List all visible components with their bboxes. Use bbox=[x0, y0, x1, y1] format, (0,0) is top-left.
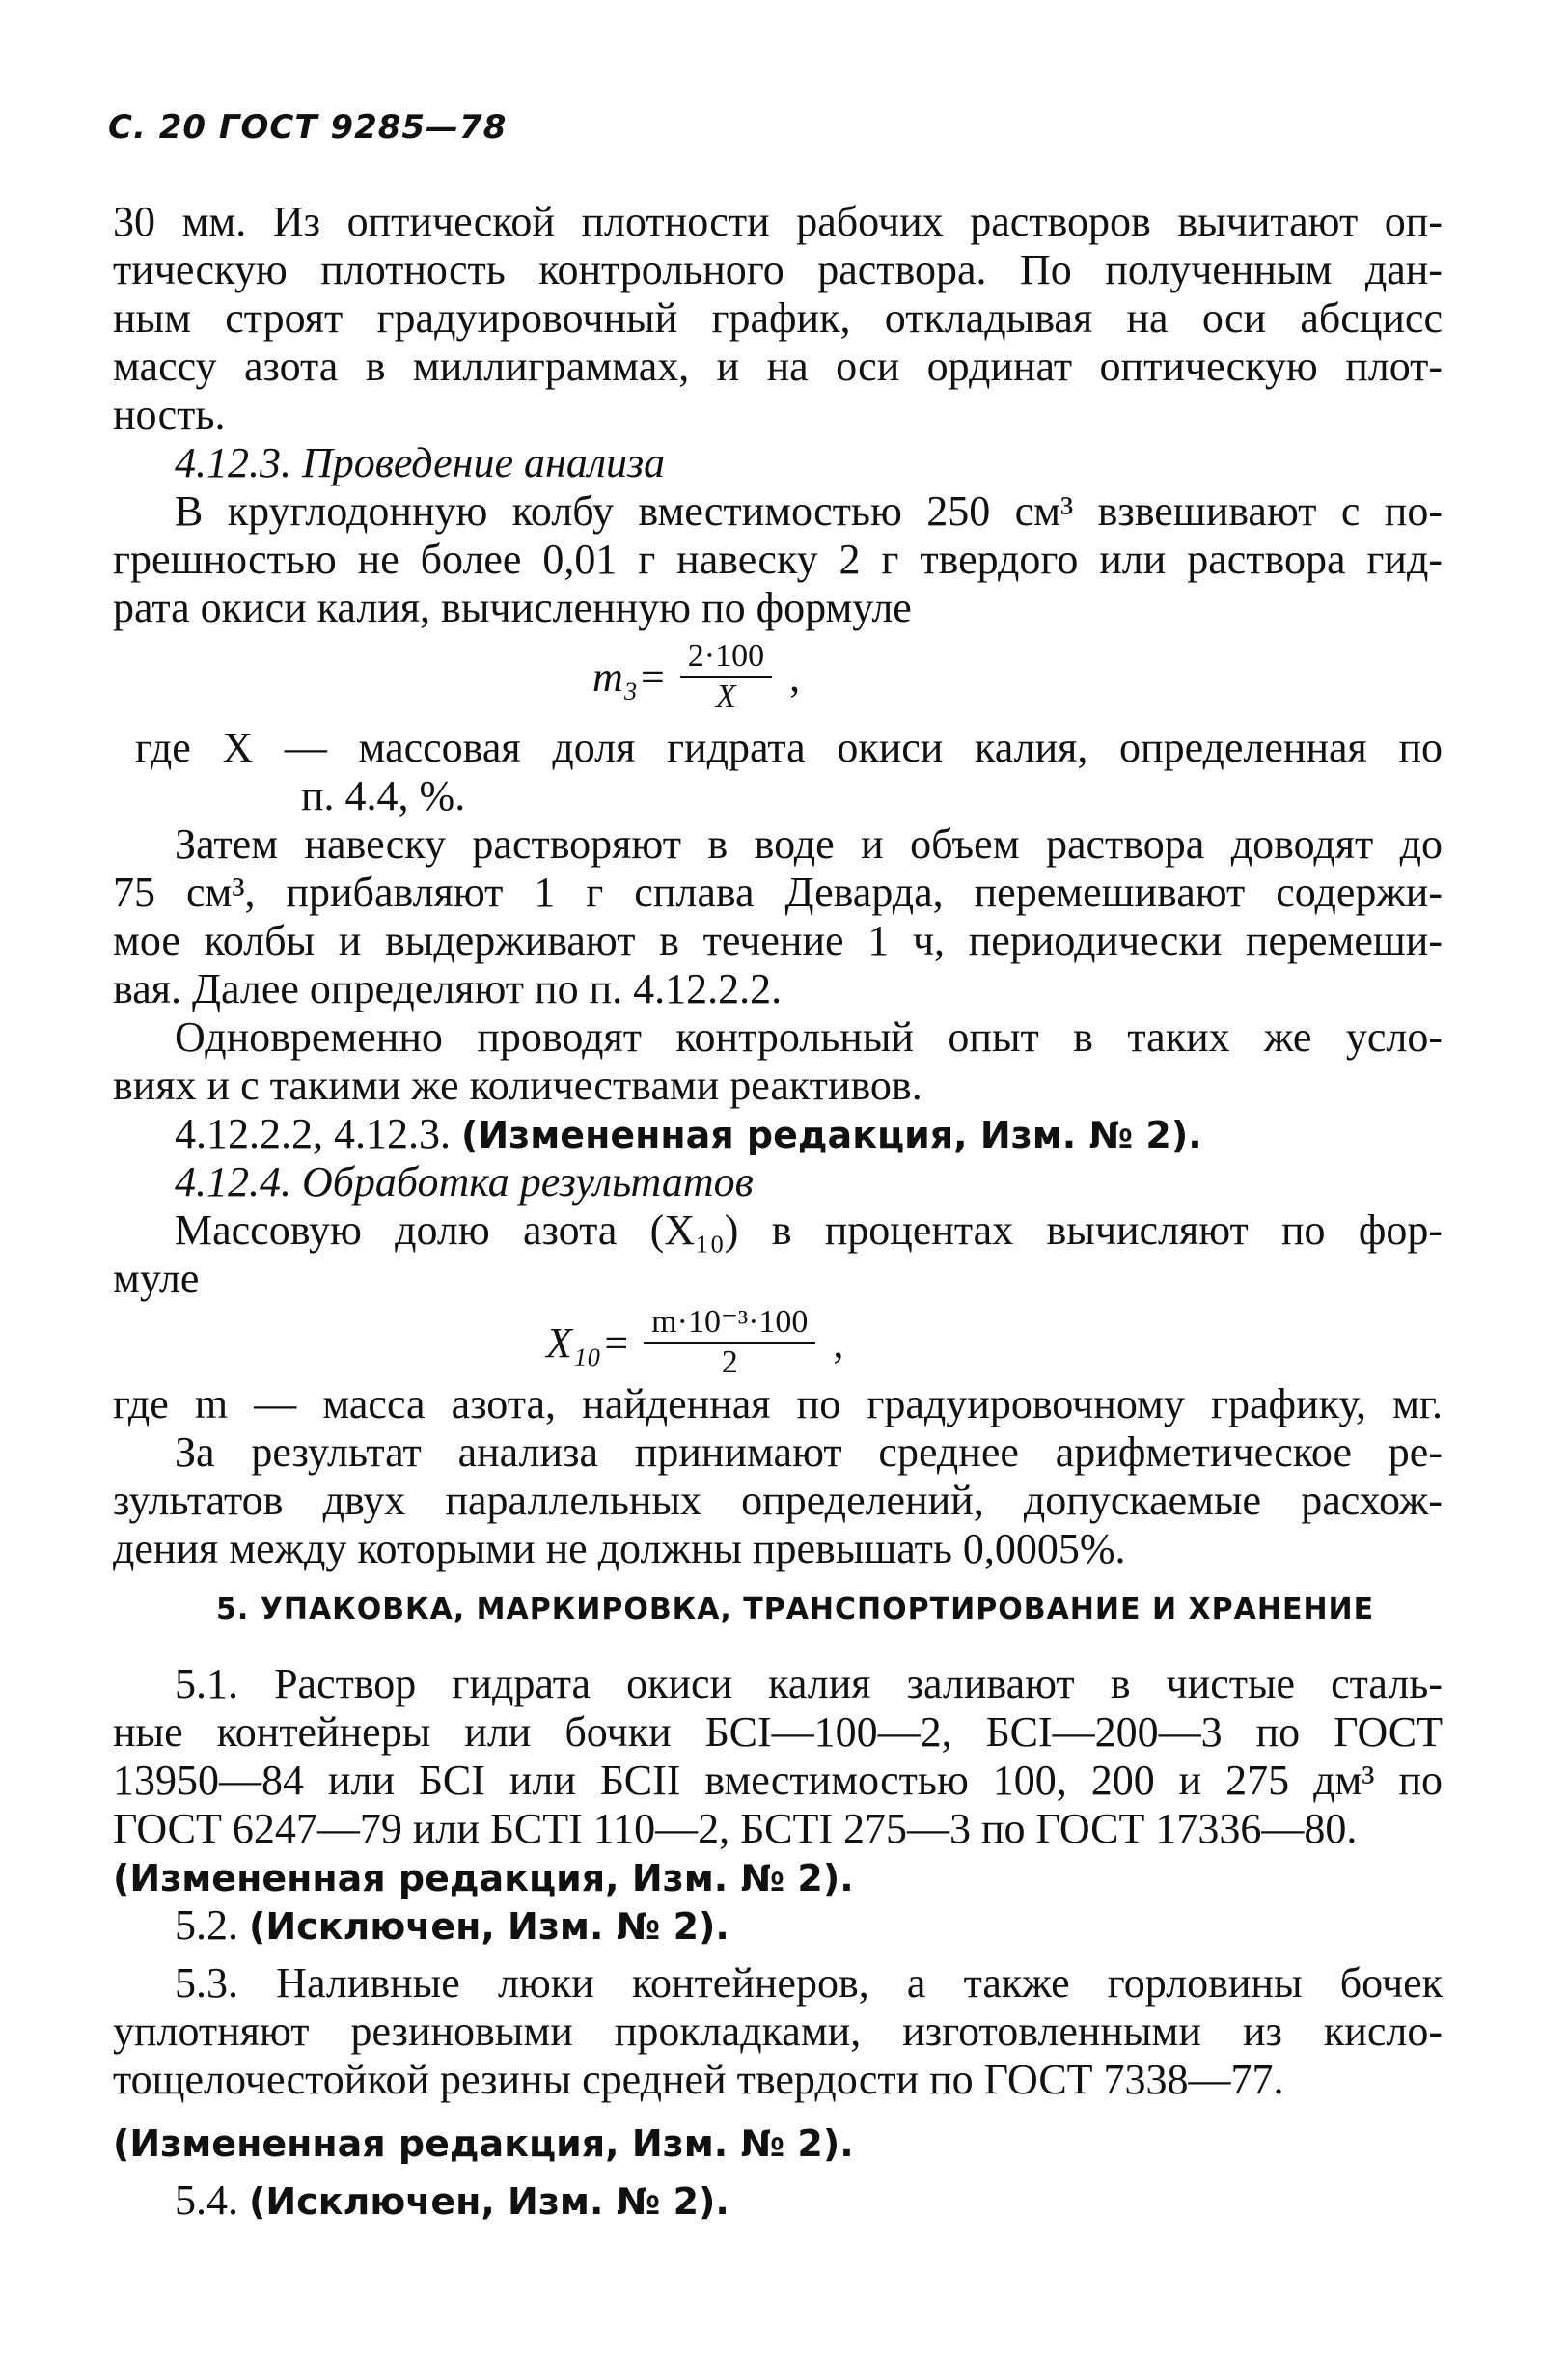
clause-number: 5.4. bbox=[175, 2176, 249, 2224]
paragraph-line: муле bbox=[113, 1255, 200, 1302]
amendment-text: (Измененная редакция, Изм. № 2). bbox=[113, 1857, 854, 1899]
paragraph-line: рата окиси калия, вычисленную по формуле bbox=[113, 584, 912, 631]
paragraph-line: виях и с такими же количествами реактивов. bbox=[113, 1062, 922, 1109]
paragraph-line: зультатов двух параллельных определений, допускаемые расхож- bbox=[113, 1477, 1443, 1524]
amendment-prefix: 4.12.2.2, 4.12.3. bbox=[175, 1110, 461, 1157]
clause-number: 5.2. bbox=[175, 1901, 249, 1949]
paragraph-line: 5.3. Наливные люки контейнеров, а также горловины бочек bbox=[175, 1959, 1443, 2007]
amendment-note bbox=[175, 1110, 1443, 1159]
paragraph-line: 13950—84 или БСI или БСII вместимостью 100, 200 и 275 дм³ по bbox=[113, 1757, 1443, 1804]
paragraph-line: В круглодонную колбу вместимостью 250 см³ взвешивают с по- bbox=[175, 487, 1443, 535]
formula-x10 bbox=[546, 1303, 843, 1382]
formula-denominator: X bbox=[716, 679, 736, 714]
clause-5-2 bbox=[175, 1901, 1443, 1951]
where-line: где X — массовая доля гидрата окиси калия, определенная по bbox=[135, 724, 1443, 771]
subsection-heading-4-12-4: 4.12.4. Обработка результатов bbox=[175, 1158, 754, 1206]
formula-m3 bbox=[592, 637, 800, 716]
paragraph-line: ным строят градуировочный график, откладывая на оси абсцисс bbox=[113, 294, 1443, 342]
paragraph-line: Массовую долю азота (X₁₀) в процентах вычисляют по фор- bbox=[175, 1206, 1443, 1254]
page-header: С. 20 ГОСТ 9285—78 bbox=[108, 108, 508, 147]
formula-denominator: 2 bbox=[721, 1344, 738, 1380]
clause-excluded: (Исключен, Изм. № 2). bbox=[249, 2180, 729, 2223]
paragraph-line: 5.1. Раствор гидрата окиси калия заливают в чистые сталь- bbox=[175, 1660, 1443, 1707]
paragraph-line: мое колбы и выдерживают в течение 1 ч, периодически перемеши- bbox=[113, 917, 1443, 964]
formula-numerator: 2·100 bbox=[680, 637, 772, 678]
where-line: п. 4.4, %. bbox=[301, 772, 466, 819]
formula-lhs: X₁₀= bbox=[546, 1318, 631, 1367]
formula-fraction bbox=[644, 1303, 815, 1382]
where-line: где m — масса азота, найденная по градуировочному графику, мг. bbox=[113, 1380, 1443, 1427]
paragraph-line: ные контейнеры или бочки БСI—100—2, БСI—200—3 по ГОСТ bbox=[113, 1708, 1443, 1756]
clause-excluded: (Исключен, Изм. № 2). bbox=[249, 1905, 729, 1948]
clause-5-4 bbox=[175, 2176, 1443, 2226]
paragraph-line: дения между которыми не должны превышать 0,0005%. bbox=[113, 1525, 1126, 1572]
amendment-note bbox=[113, 1853, 1443, 1902]
paragraph-line: грешностью не более 0,01 г навеску 2 г твердого или раствора гид- bbox=[113, 536, 1443, 583]
formula-lhs: m₃= bbox=[592, 652, 667, 701]
paragraph-line: уплотняют резиновыми прокладками, изготовленными из кисло- bbox=[113, 2008, 1443, 2055]
section-heading-5: 5. УПАКОВКА, МАРКИРОВКА, ТРАНСПОРТИРОВАНИЕ И ХРАНЕНИЕ bbox=[216, 1593, 1375, 1626]
paragraph-line: Одновременно проводят контрольный опыт в таких же усло- bbox=[175, 1013, 1443, 1061]
paragraph-line: ГОСТ 6247—79 или БСТI 110—2, БСТI 275—3 по ГОСТ 17336—80. bbox=[113, 1805, 1358, 1852]
paragraph-line: 75 см³, прибавляют 1 г сплава Деварда, перемешивают содержи- bbox=[113, 869, 1443, 916]
formula-numerator: m·10⁻³·100 bbox=[644, 1303, 815, 1344]
paragraph-line: 30 мм. Из оптической плотности рабочих растворов вычитают оп- bbox=[113, 198, 1443, 245]
paragraph-line: тощелочестойкой резины средней твердости по ГОСТ 7338—77. bbox=[113, 2056, 1284, 2103]
paragraph-line: ность. bbox=[113, 391, 226, 438]
paragraph-line: тическую плотность контрольного раствора. По полученным дан- bbox=[113, 246, 1443, 293]
formula-fraction bbox=[680, 637, 772, 716]
paragraph-line: массу азота в миллиграммах, и на оси ординат оптическую плот- bbox=[113, 343, 1443, 390]
paragraph-line: Затем навеску растворяют в воде и объем раствора доводят до bbox=[175, 820, 1443, 868]
amendment-text: (Измененная редакция, Изм. № 2). bbox=[461, 1114, 1202, 1156]
paragraph-line: За результат анализа принимают среднее арифметическое ре- bbox=[175, 1428, 1443, 1476]
amendment-text: (Измененная редакция, Изм. № 2). bbox=[113, 2122, 854, 2165]
formula-punctuation: , bbox=[833, 1318, 844, 1367]
formula-punctuation: , bbox=[789, 652, 801, 701]
amendment-note bbox=[113, 2119, 1443, 2168]
paragraph-line: вая. Далее определяют по п. 4.12.2.2. bbox=[113, 965, 783, 1012]
subsection-heading-4-12-3: 4.12.3. Проведение анализа bbox=[175, 439, 666, 486]
